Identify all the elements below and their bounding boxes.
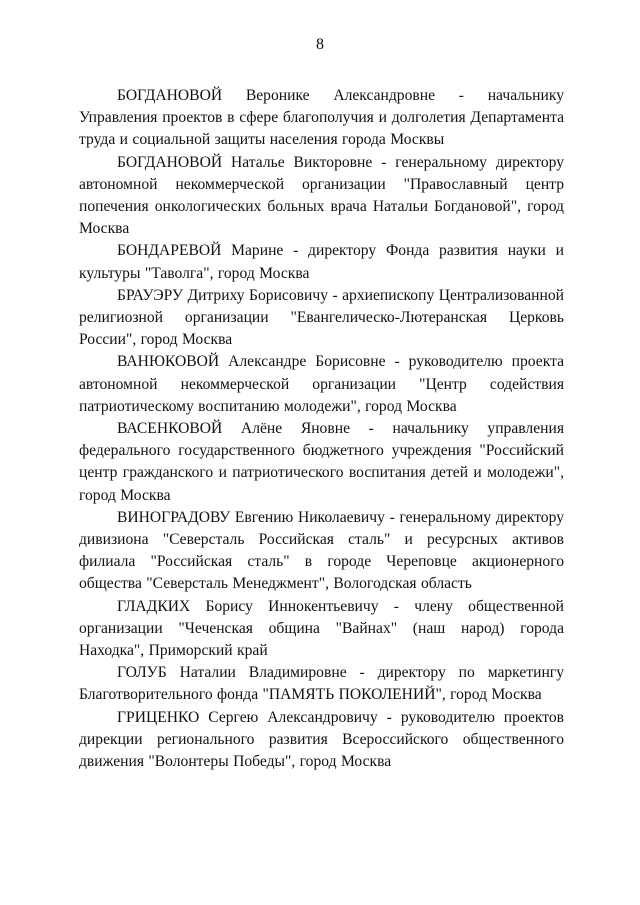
list-item: БОГДАНОВОЙ Наталье Викторовне - генеральному директору автономной некоммерческой организации "Православный центр попечения онкологических больных врача Натальи Богдановой", город Москва bbox=[79, 153, 564, 238]
list-item: ГЛАДКИХ Борису Иннокентьевичу - члену общественной организации "Чеченская община "Вайнах" (наш народ) города Находка", Приморский край bbox=[79, 597, 564, 660]
list-item: ГОЛУБ Наталии Владимировне - директору по маркетингу Благотворительного фонда "ПАМЯТЬ ПОКОЛЕНИЙ", город Москва bbox=[79, 664, 564, 704]
list-item: ВАСЕНКОВОЙ Алёне Яновне - начальнику управления федерального государственного бюджетного учреждения "Российский центр гражданского и патриотического воспитания детей и молодежи", город Москва bbox=[79, 420, 564, 504]
list-item: ВИНОГРАДОВУ Евгению Николаевичу - генеральному директору дивизиона "Северсталь Российская сталь" и ресурсных активов филиала "Российская сталь" в городе Череповце акционерного общества "Северсталь Менеджмент", Вологодская область bbox=[79, 508, 564, 593]
list-item: БОГДАНОВОЙ Веронике Александровне - начальнику Управления проектов в сфере благополучия и долголетия Департамента труда и социальной защиты населения города Москвы bbox=[79, 87, 564, 149]
award-list bbox=[79, 85, 564, 773]
list-item: БРАУЭРУ Дитриху Борисовичу - архиепископу Централизованной религиозной организации "Евангелическо-Лютеранская Церковь России", город Москва bbox=[79, 286, 564, 349]
page-number: 8 bbox=[316, 36, 324, 53]
list-item: ГРИЦЕНКО Сергею Александровичу - руководителю проектов дирекции регионального развития Всероссийского общественного движения "Волонтеры Победы", город Москва bbox=[79, 708, 564, 771]
list-item: ВАНЮКОВОЙ Александре Борисовне - руководителю проекта автономной некоммерческой организации "Центр содействия патриотическому воспитанию молодежи", город Москва bbox=[79, 353, 564, 415]
list-item: БОНДАРЕВОЙ Марине - директору Фонда развития науки и культуры "Таволга", город Москва bbox=[79, 242, 564, 282]
